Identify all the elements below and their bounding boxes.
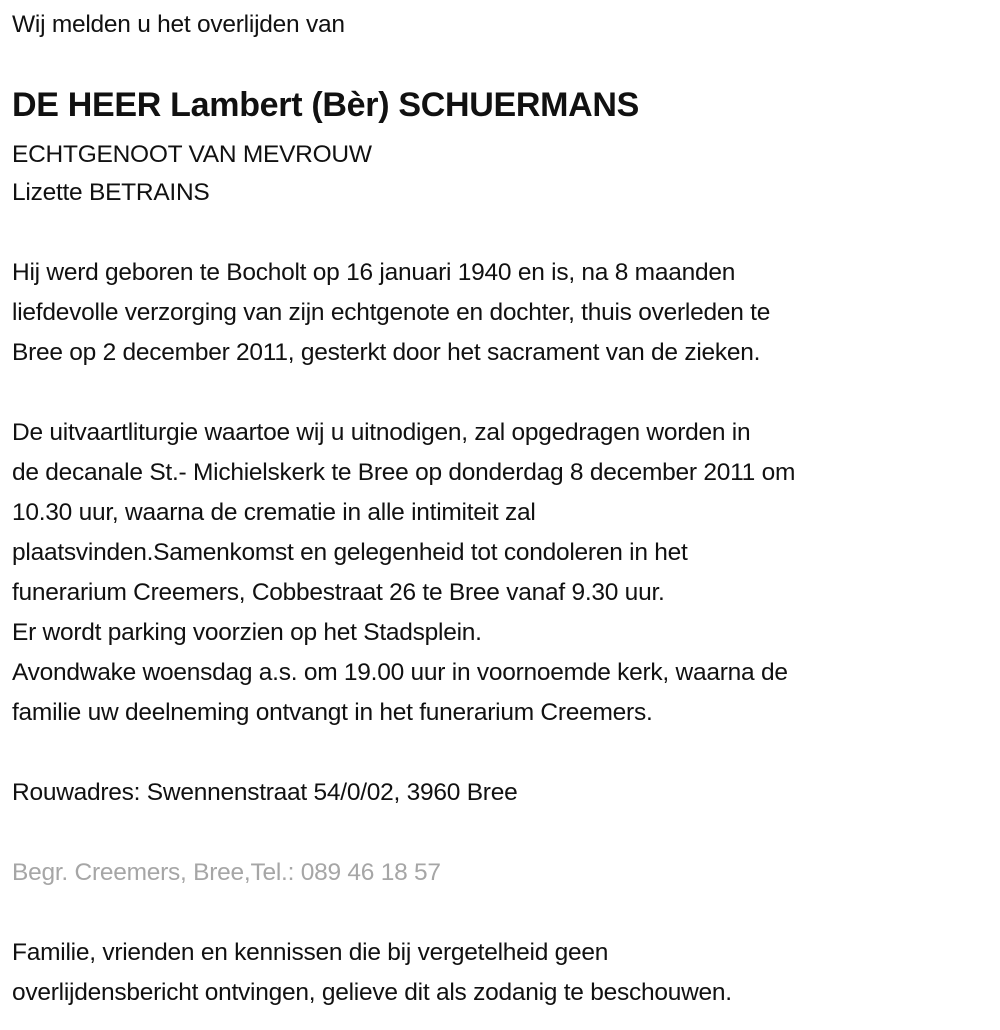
paragraph-line: familie uw deelneming ontvangt in het funerarium Creemers. [12, 699, 653, 726]
paragraph-line: Bree op 2 december 2011, gesterkt door het sacrament van de zieken. [12, 339, 761, 366]
paragraph-line: Avondwake woensdag a.s. om 19.00 uur in voornoemde kerk, waarna de [12, 659, 788, 686]
paragraph-line: de decanale St.- Michielskerk te Bree op donderdag 8 december 2011 om [12, 459, 796, 486]
paragraph-line: 10.30 uur, waarna de crematie in alle intimiteit zal [12, 499, 536, 526]
spouse-label: ECHTGENOOT VAN MEVROUW [12, 141, 372, 168]
paragraph-line: Er wordt parking voorzien op het Stadsplein. [12, 619, 482, 646]
paragraph-line: liefdevolle verzorging van zijn echtgenote en dochter, thuis overleden te [12, 299, 771, 326]
paragraph-line: overlijdensbericht ontvingen, gelieve dit als zodanig te beschouwen. [12, 979, 732, 1006]
paragraph-line: funerarium Creemers, Cobbestraat 26 te Bree vanaf 9.30 uur. [12, 579, 665, 606]
paragraph-line: Hij werd geboren te Bocholt op 16 januari 1940 en is, na 8 maanden [12, 259, 736, 286]
undertaker-info: Begr. Creemers, Bree,Tel.: 089 46 18 57 [12, 859, 441, 886]
intro-text: Wij melden u het overlijden van [12, 11, 345, 38]
paragraph-line: De uitvaartliturgie waartoe wij u uitnodigen, zal opgedragen worden in [12, 419, 751, 446]
paragraph-line: plaatsvinden.Samenkomst en gelegenheid tot condoleren in het [12, 539, 688, 566]
deceased-name-heading: DE HEER Lambert (Bèr) SCHUERMANS [12, 86, 640, 124]
mourning-address: Rouwadres: Swennenstraat 54/0/02, 3960 Bree [12, 779, 518, 806]
spouse-name: Lizette BETRAINS [12, 179, 210, 206]
paragraph-line: Familie, vrienden en kennissen die bij vergetelheid geen [12, 939, 609, 966]
